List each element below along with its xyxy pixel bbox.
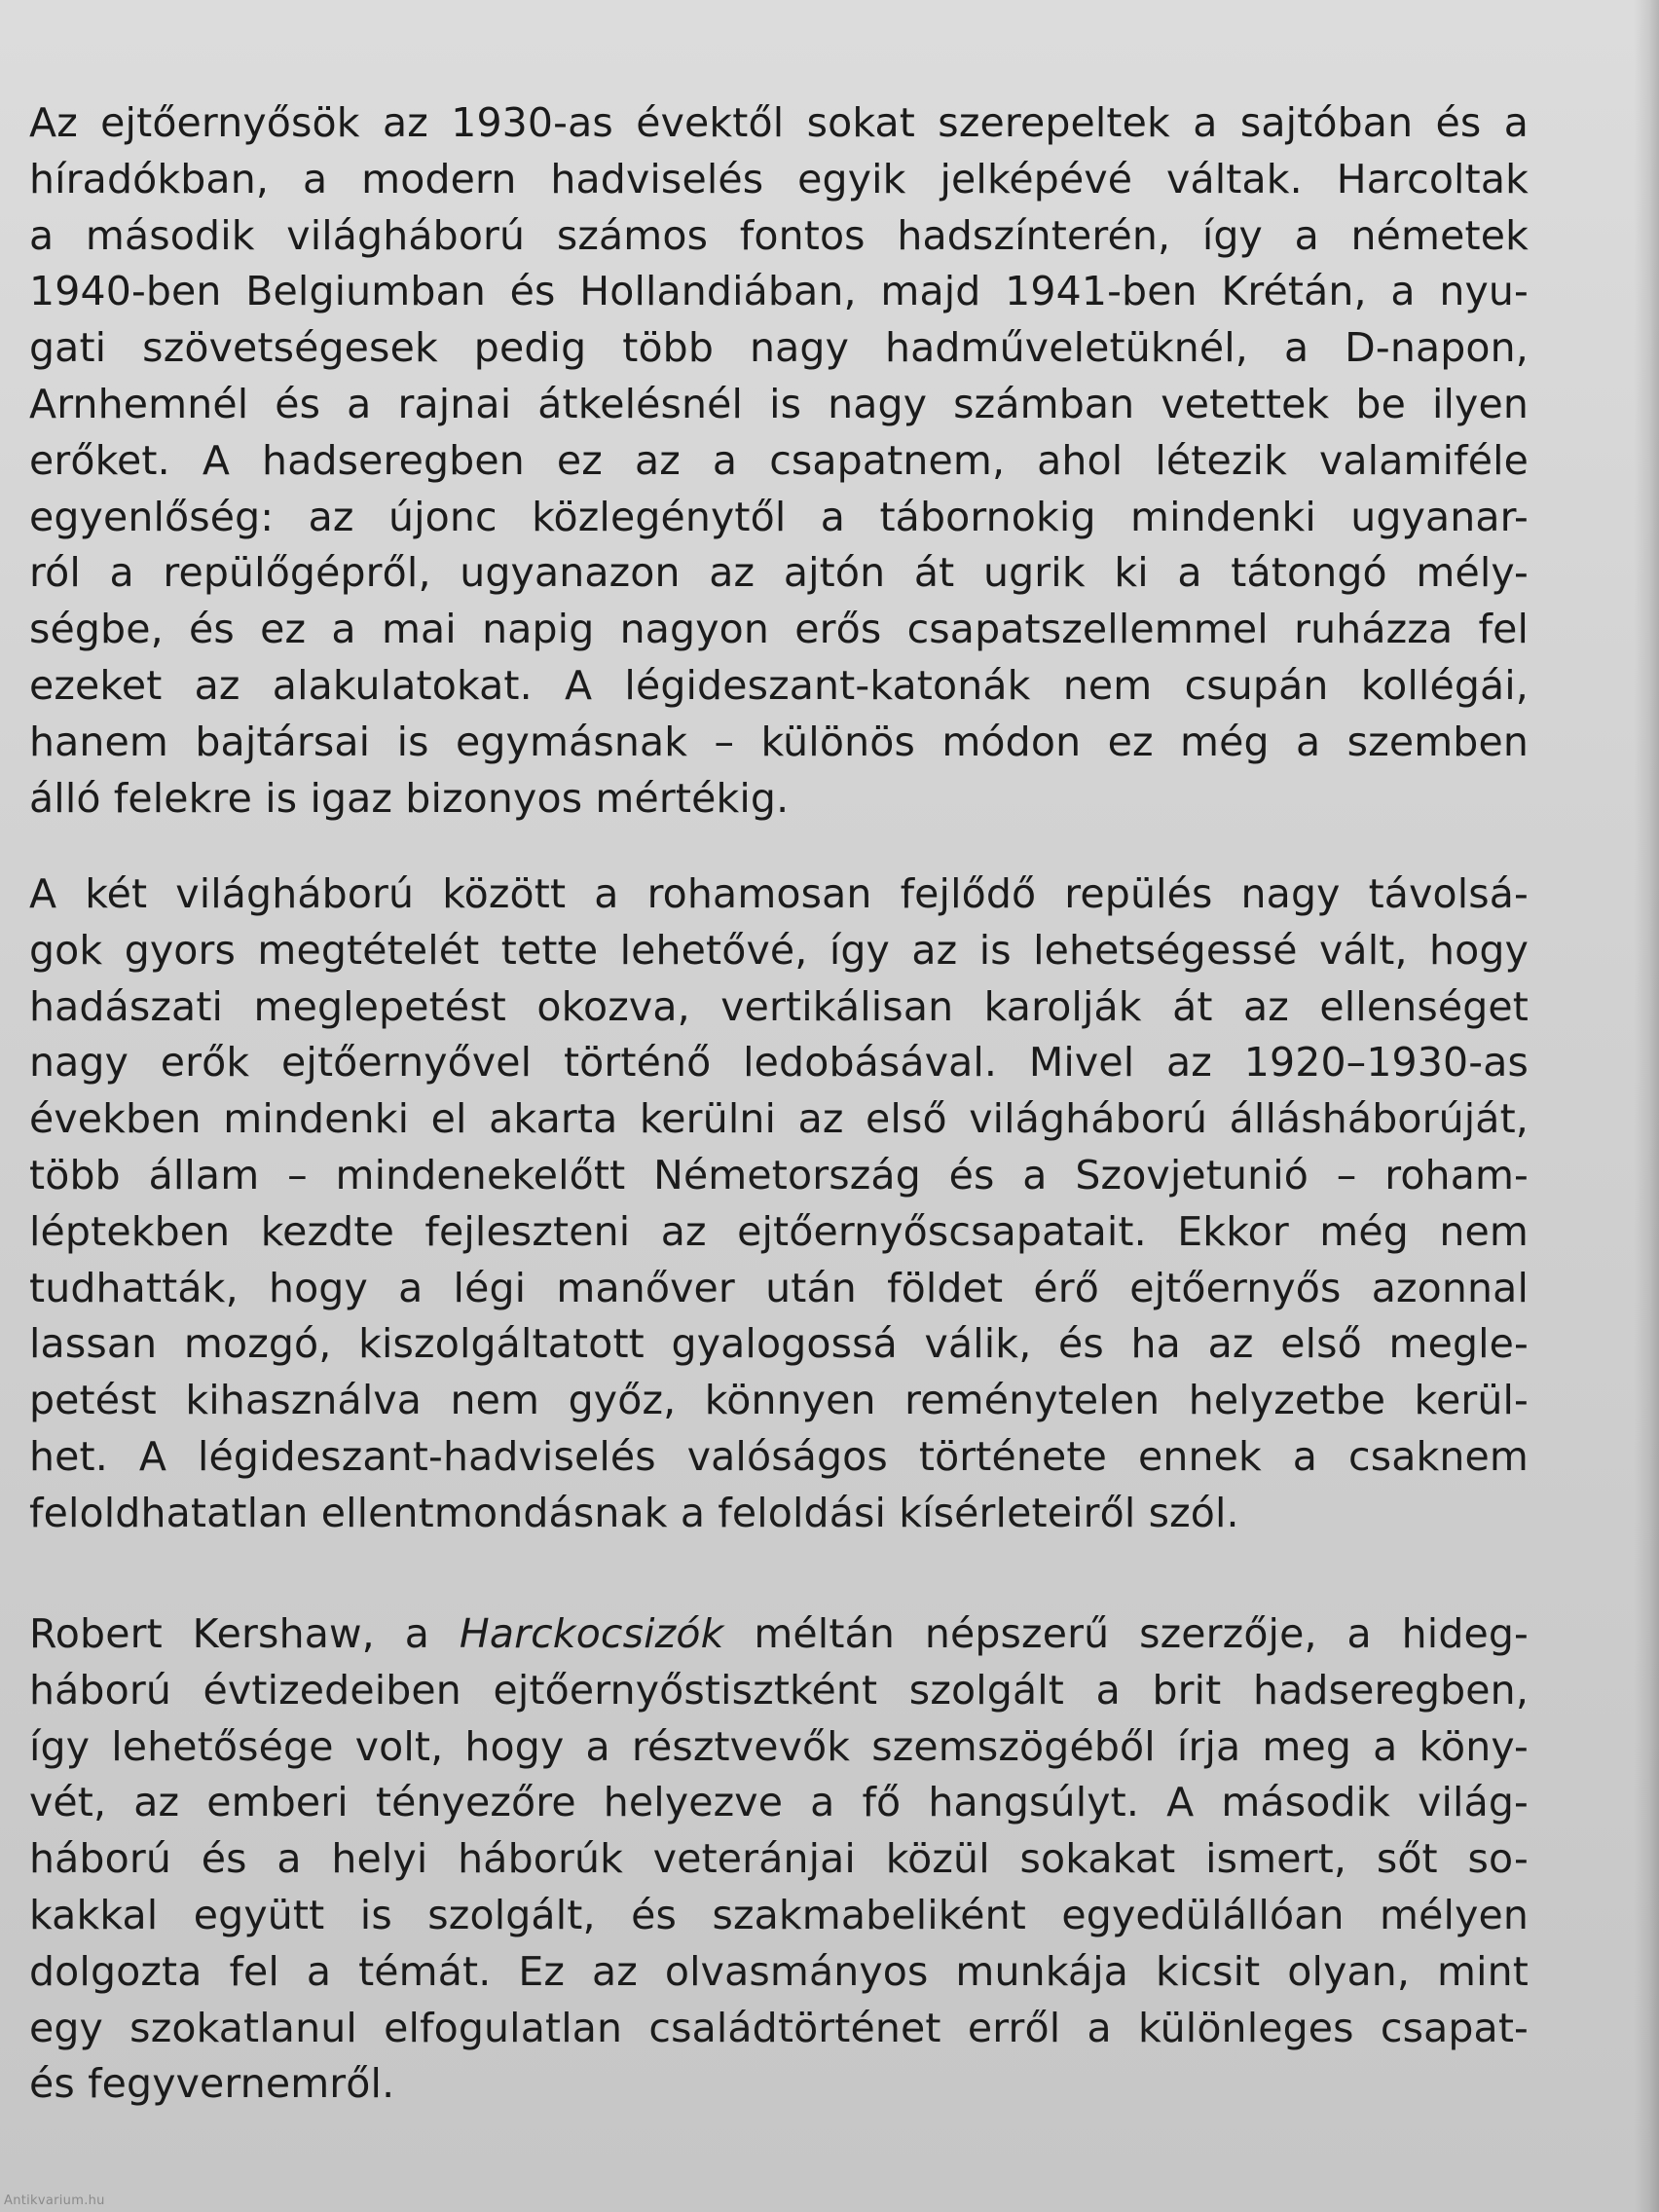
text-line: hanem bajtársai is egymásnak – különös módon ez még a szemben xyxy=(29,718,1529,765)
text-line: álló felekre is igaz bizonyos mértékig. xyxy=(29,774,790,822)
text-line: het. A légideszant-hadviselés valóságos története ennek a csaknem xyxy=(29,1432,1529,1480)
text-line: lassan mozgó, kiszolgáltatott gyalogossá válik, és ha az első megle- xyxy=(29,1320,1529,1368)
text-line: léptekben kezdte fejleszteni az ejtőernyőscsapatait. Ekkor még nem xyxy=(29,1207,1529,1255)
text-line: egyenlőség: az újonc közlegénytől a tábornokig mindenki ugyanar- xyxy=(29,493,1529,540)
text-line xyxy=(29,1606,1529,1663)
text-line: háború és a helyi háborúk veteránjai közül sokakat ismert, sőt so- xyxy=(29,1835,1529,1883)
text-line: kakkal együtt is szolgált, és szakmabeliként egyedülállóan mélyen xyxy=(29,1891,1529,1938)
text-line: dolgozta fel a témát. Ez az olvasmányos munkája kicsit olyan, mint xyxy=(29,1947,1529,1995)
text-line: erőket. A hadseregben ez az a csapatnem, ahol létezik valamiféle xyxy=(29,436,1529,484)
text-line: a második világháború számos fontos hadszínterén, így a németek xyxy=(29,211,1529,259)
text-run: Robert Kershaw, a xyxy=(29,1610,460,1657)
text-line: Arnhemnél és a rajnai átkelésnél is nagy számban vetettek be ilyen xyxy=(29,380,1529,427)
text-line: vét, az emberi tényezőre helyezve a fő hangsúlyt. A második világ- xyxy=(29,1779,1529,1826)
book-title-italic: Harckocsizók xyxy=(459,1610,724,1657)
text-line: gok gyors megtételét tette lehetővé, így az is lehetségessé vált, hogy xyxy=(29,926,1529,974)
text-line: feloldhatatlan ellentmondásnak a feloldási kísérleteiről szól. xyxy=(29,1489,1239,1536)
text-line: így lehetősége volt, hogy a résztvevők szemszögéből írja meg a köny- xyxy=(29,1722,1529,1770)
page-edge-shadow xyxy=(1634,0,1659,2212)
text-line: hadászati meglepetést okozva, vertikálisan karolják át az ellenséget xyxy=(29,982,1529,1030)
text-line: ségbe, és ez a mai napig nagyon erős csapatszellemmel ruházza fel xyxy=(29,606,1529,653)
text-line: A két világháború között a rohamosan fejlődő repülés nagy távolsá- xyxy=(29,870,1529,917)
text-line: háború évtizedeiben ejtőernyőstisztként szolgált a brit hadseregben, xyxy=(29,1666,1529,1714)
text-line: egy szokatlanul elfogulatlan családtörténet erről a különleges csapat- xyxy=(29,2004,1529,2051)
text-line: és fegyvernemről. xyxy=(29,2060,395,2108)
watermark-text: Antikvarium.hu xyxy=(4,2194,105,2208)
text-line: ezeket az alakulatokat. A légideszant-katonák nem csupán kollégái, xyxy=(29,661,1529,709)
text-line: nagy erők ejtőernyővel történő ledobásával. Mivel az 1920–1930-as xyxy=(29,1039,1529,1087)
paragraph-2 xyxy=(29,866,1529,1542)
paragraph-3 xyxy=(29,1606,1529,2113)
text-line: több állam – mindenekelőtt Németország és a Szovjetunió – roham- xyxy=(29,1151,1529,1198)
text-line: híradókban, a modern hadviselés egyik jelképévé váltak. Harcoltak xyxy=(29,155,1529,203)
text-line: gati szövetségesek pedig több nagy hadműveletüknél, a D-napon, xyxy=(29,324,1529,372)
text-line: években mindenki el akarta kerülni az első világháború állásháborúját, xyxy=(29,1095,1529,1143)
text-line: tudhatták, hogy a légi manőver után földet érő ejtőernyős azonnal xyxy=(29,1264,1529,1311)
text-run: méltán népszerű szerzője, a hideg- xyxy=(723,1610,1530,1657)
text-line: petést kihasználva nem győz, könnyen reménytelen helyzetbe kerül- xyxy=(29,1377,1529,1424)
text-line: 1940-ben Belgiumban és Hollandiában, majd 1941-ben Krétán, a nyu- xyxy=(29,268,1529,315)
text-line: ról a repülőgépről, ugyanazon az ajtón át ugrik ki a tátongó mély- xyxy=(29,549,1529,597)
text-line: Az ejtőernyősök az 1930-as évektől sokat szerepeltek a sajtóban és a xyxy=(29,99,1529,146)
paragraph-1 xyxy=(29,95,1529,827)
